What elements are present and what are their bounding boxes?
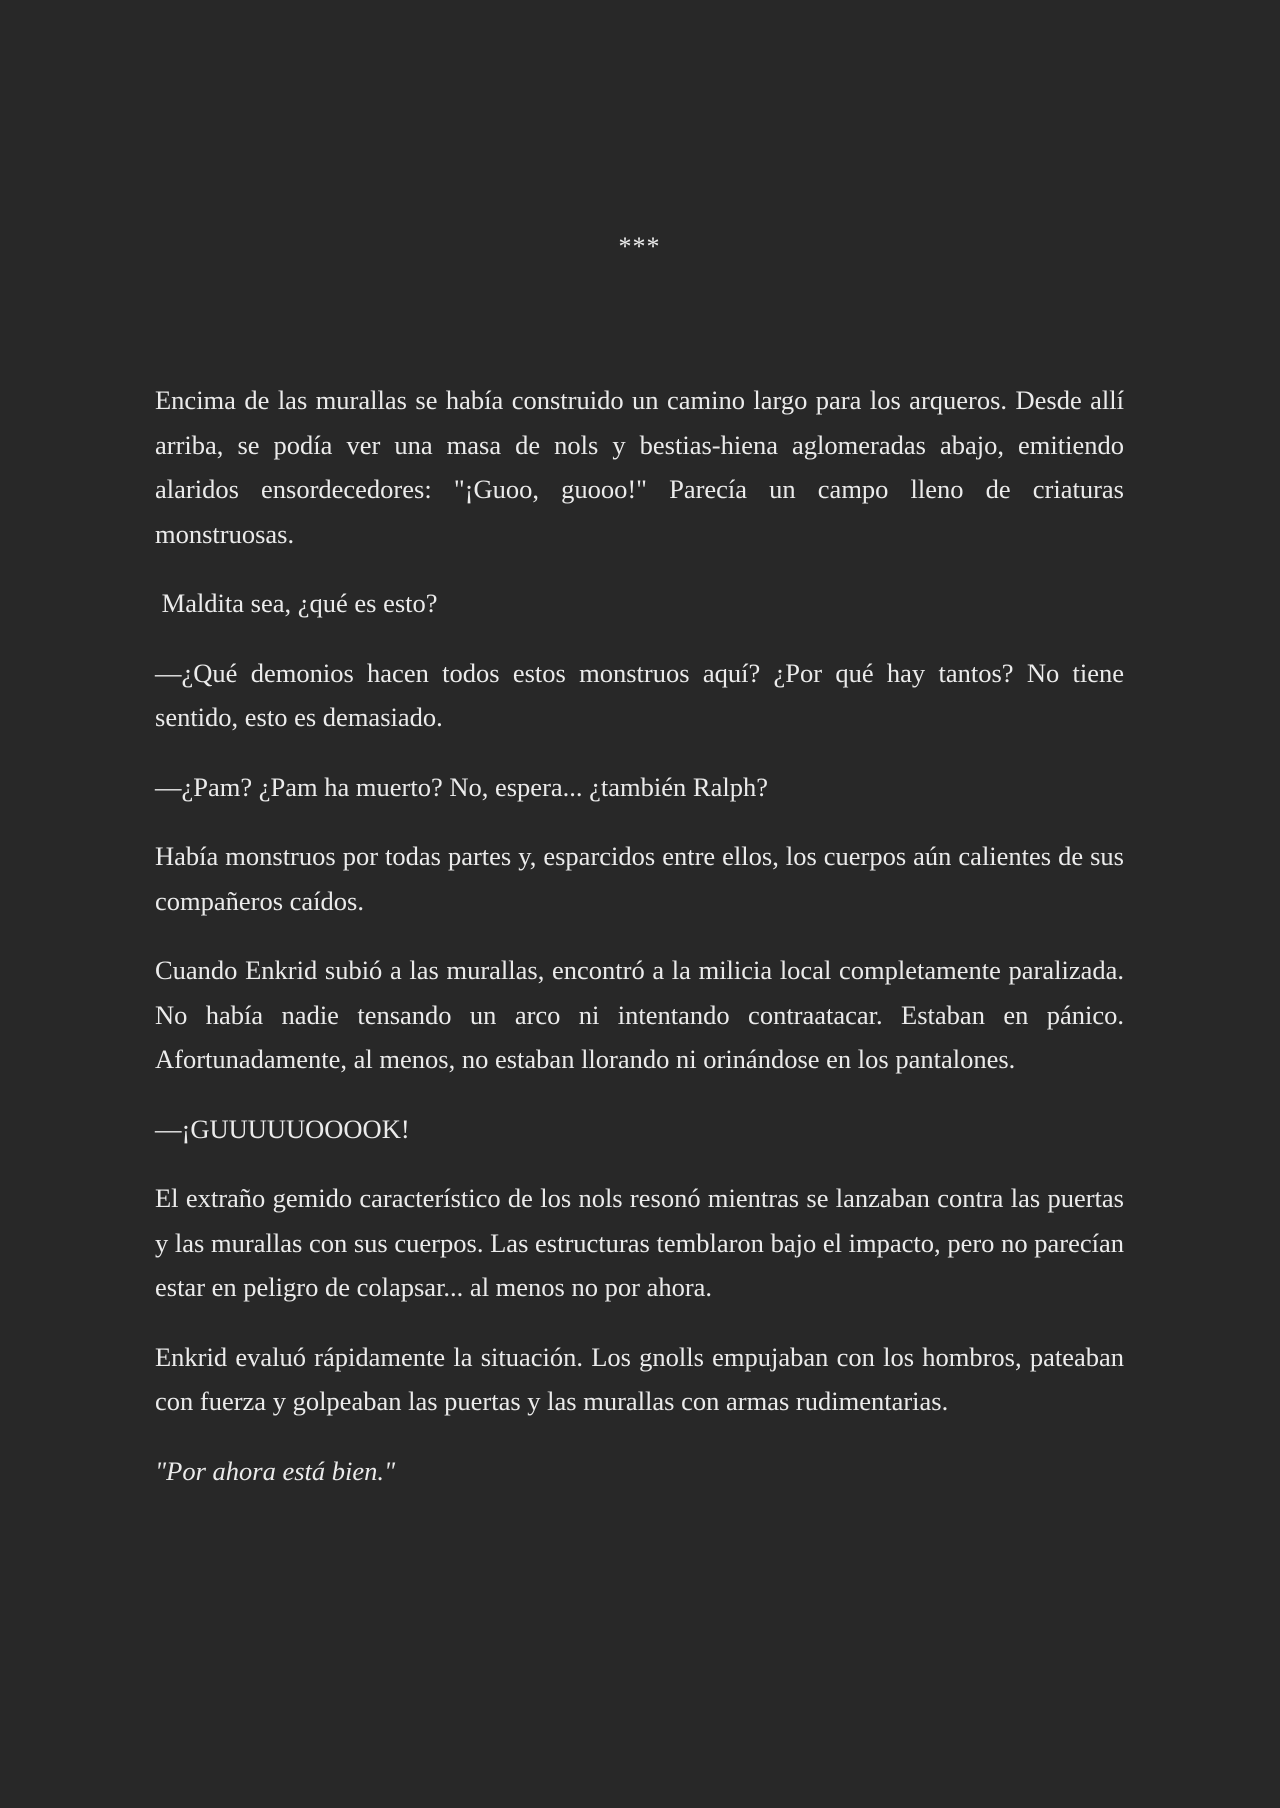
scene-separator: *** bbox=[618, 232, 661, 261]
paragraph: Maldita sea, ¿qué es esto? bbox=[155, 588, 438, 618]
chapter-text bbox=[155, 378, 1124, 1518]
paragraph: Cuando Enkrid subió a las murallas, encontró a la milicia local completamente paralizada. No había nadie tensando un arco ni intentando contraatacar. Estaban en pánico. Afortunadamente, al menos, no estaban llorando ni orinándose en los pantalones. bbox=[155, 955, 1124, 1074]
paragraph: Enkrid evaluó rápidamente la situación. Los gnolls empujaban con los hombros, pateaban con fuerza y golpeaban las puertas y las murallas con armas rudimentarias. bbox=[155, 1341, 1124, 1416]
paragraph: —¿Qué demonios hacen todos estos monstruos aquí? ¿Por qué hay tantos? No tiene sentido, esto es demasiado. bbox=[155, 657, 1124, 732]
paragraph-thought: "Por ahora está bien." bbox=[155, 1455, 396, 1486]
paragraph: Encima de las murallas se había construido un camino largo para los arqueros. Desde allí arriba, se podía ver una masa de nols y bestias-hiena aglomeradas abajo, emitiendo alaridos ensordecedores: "¡Guoo, guooo!" Parecía un campo lleno de criaturas monstruosas. bbox=[155, 385, 1124, 549]
paragraph: Había monstruos por todas partes y, esparcidos entre ellos, los cuerpos aún calientes de sus compañeros caídos. bbox=[155, 841, 1124, 916]
paragraph: —¿Pam? ¿Pam ha muerto? No, espera... ¿también Ralph? bbox=[155, 771, 768, 802]
paragraph: El extraño gemido característico de los nols resonó mientras se lanzaban contra las puertas y las murallas con sus cuerpos. Las estructuras temblaron bajo el impacto, pero no parecían estar en peligro de colapsar... al menos no por ahora. bbox=[155, 1183, 1124, 1302]
paragraph: —¡GUUUUUOOOOK! bbox=[155, 1113, 410, 1144]
reader-page bbox=[155, 0, 1124, 1808]
